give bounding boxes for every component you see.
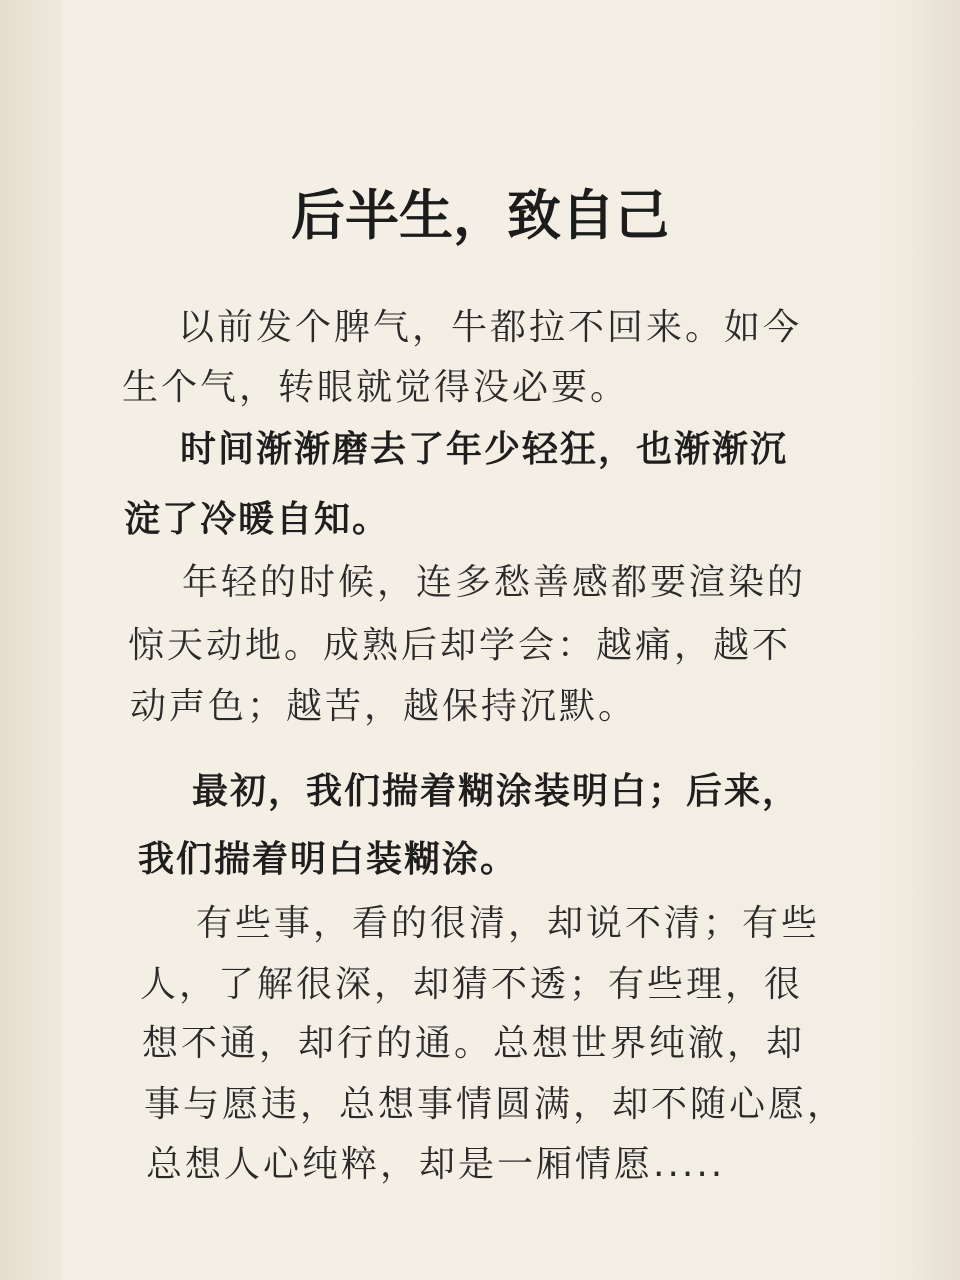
paragraph-5-line-3: 想不通，却行的通。总想世界纯澈，却 — [142, 1023, 806, 1064]
paragraph-5-line-5: 总想人心纯粹，却是一厢情愿..... — [146, 1144, 726, 1185]
paragraph-5-line-2: 人，了解很深，却猜不透；有些理，很 — [140, 964, 804, 1005]
paragraph-1-line-1: 以前发个脾气，牛都拉不回来。如今 — [178, 307, 803, 348]
paragraph-3-line-1: 年轻的时候，连多愁善感都要渲染的 — [182, 562, 807, 603]
paragraph-5-line-4: 事与愿违，总想事情圆满，却不随心愿， — [144, 1084, 847, 1125]
paragraph-3-line-2: 惊天动地。成熟后却学会：越痛，越不 — [128, 625, 792, 666]
paragraph-4-line-1: 最初，我们揣着糊涂装明白；后来， — [192, 771, 801, 812]
paragraph-4-line-2: 我们揣着明白装糊涂。 — [138, 839, 519, 880]
paragraph-2-line-1: 时间渐渐磨去了年少轻狂，也渐渐沉 — [180, 429, 789, 470]
paragraph-1-line-2: 生个气，转眼就觉得没必要。 — [122, 367, 630, 408]
paragraph-5-line-1: 有些事，看的很清，却说不清；有些 — [196, 903, 821, 944]
paragraph-3-line-3: 动声色；越苦，越保持沉默。 — [130, 686, 638, 727]
paragraph-2-line-2: 淀了冷暖自知。 — [124, 499, 391, 540]
page-title: 后半生，致自己 — [291, 184, 669, 247]
